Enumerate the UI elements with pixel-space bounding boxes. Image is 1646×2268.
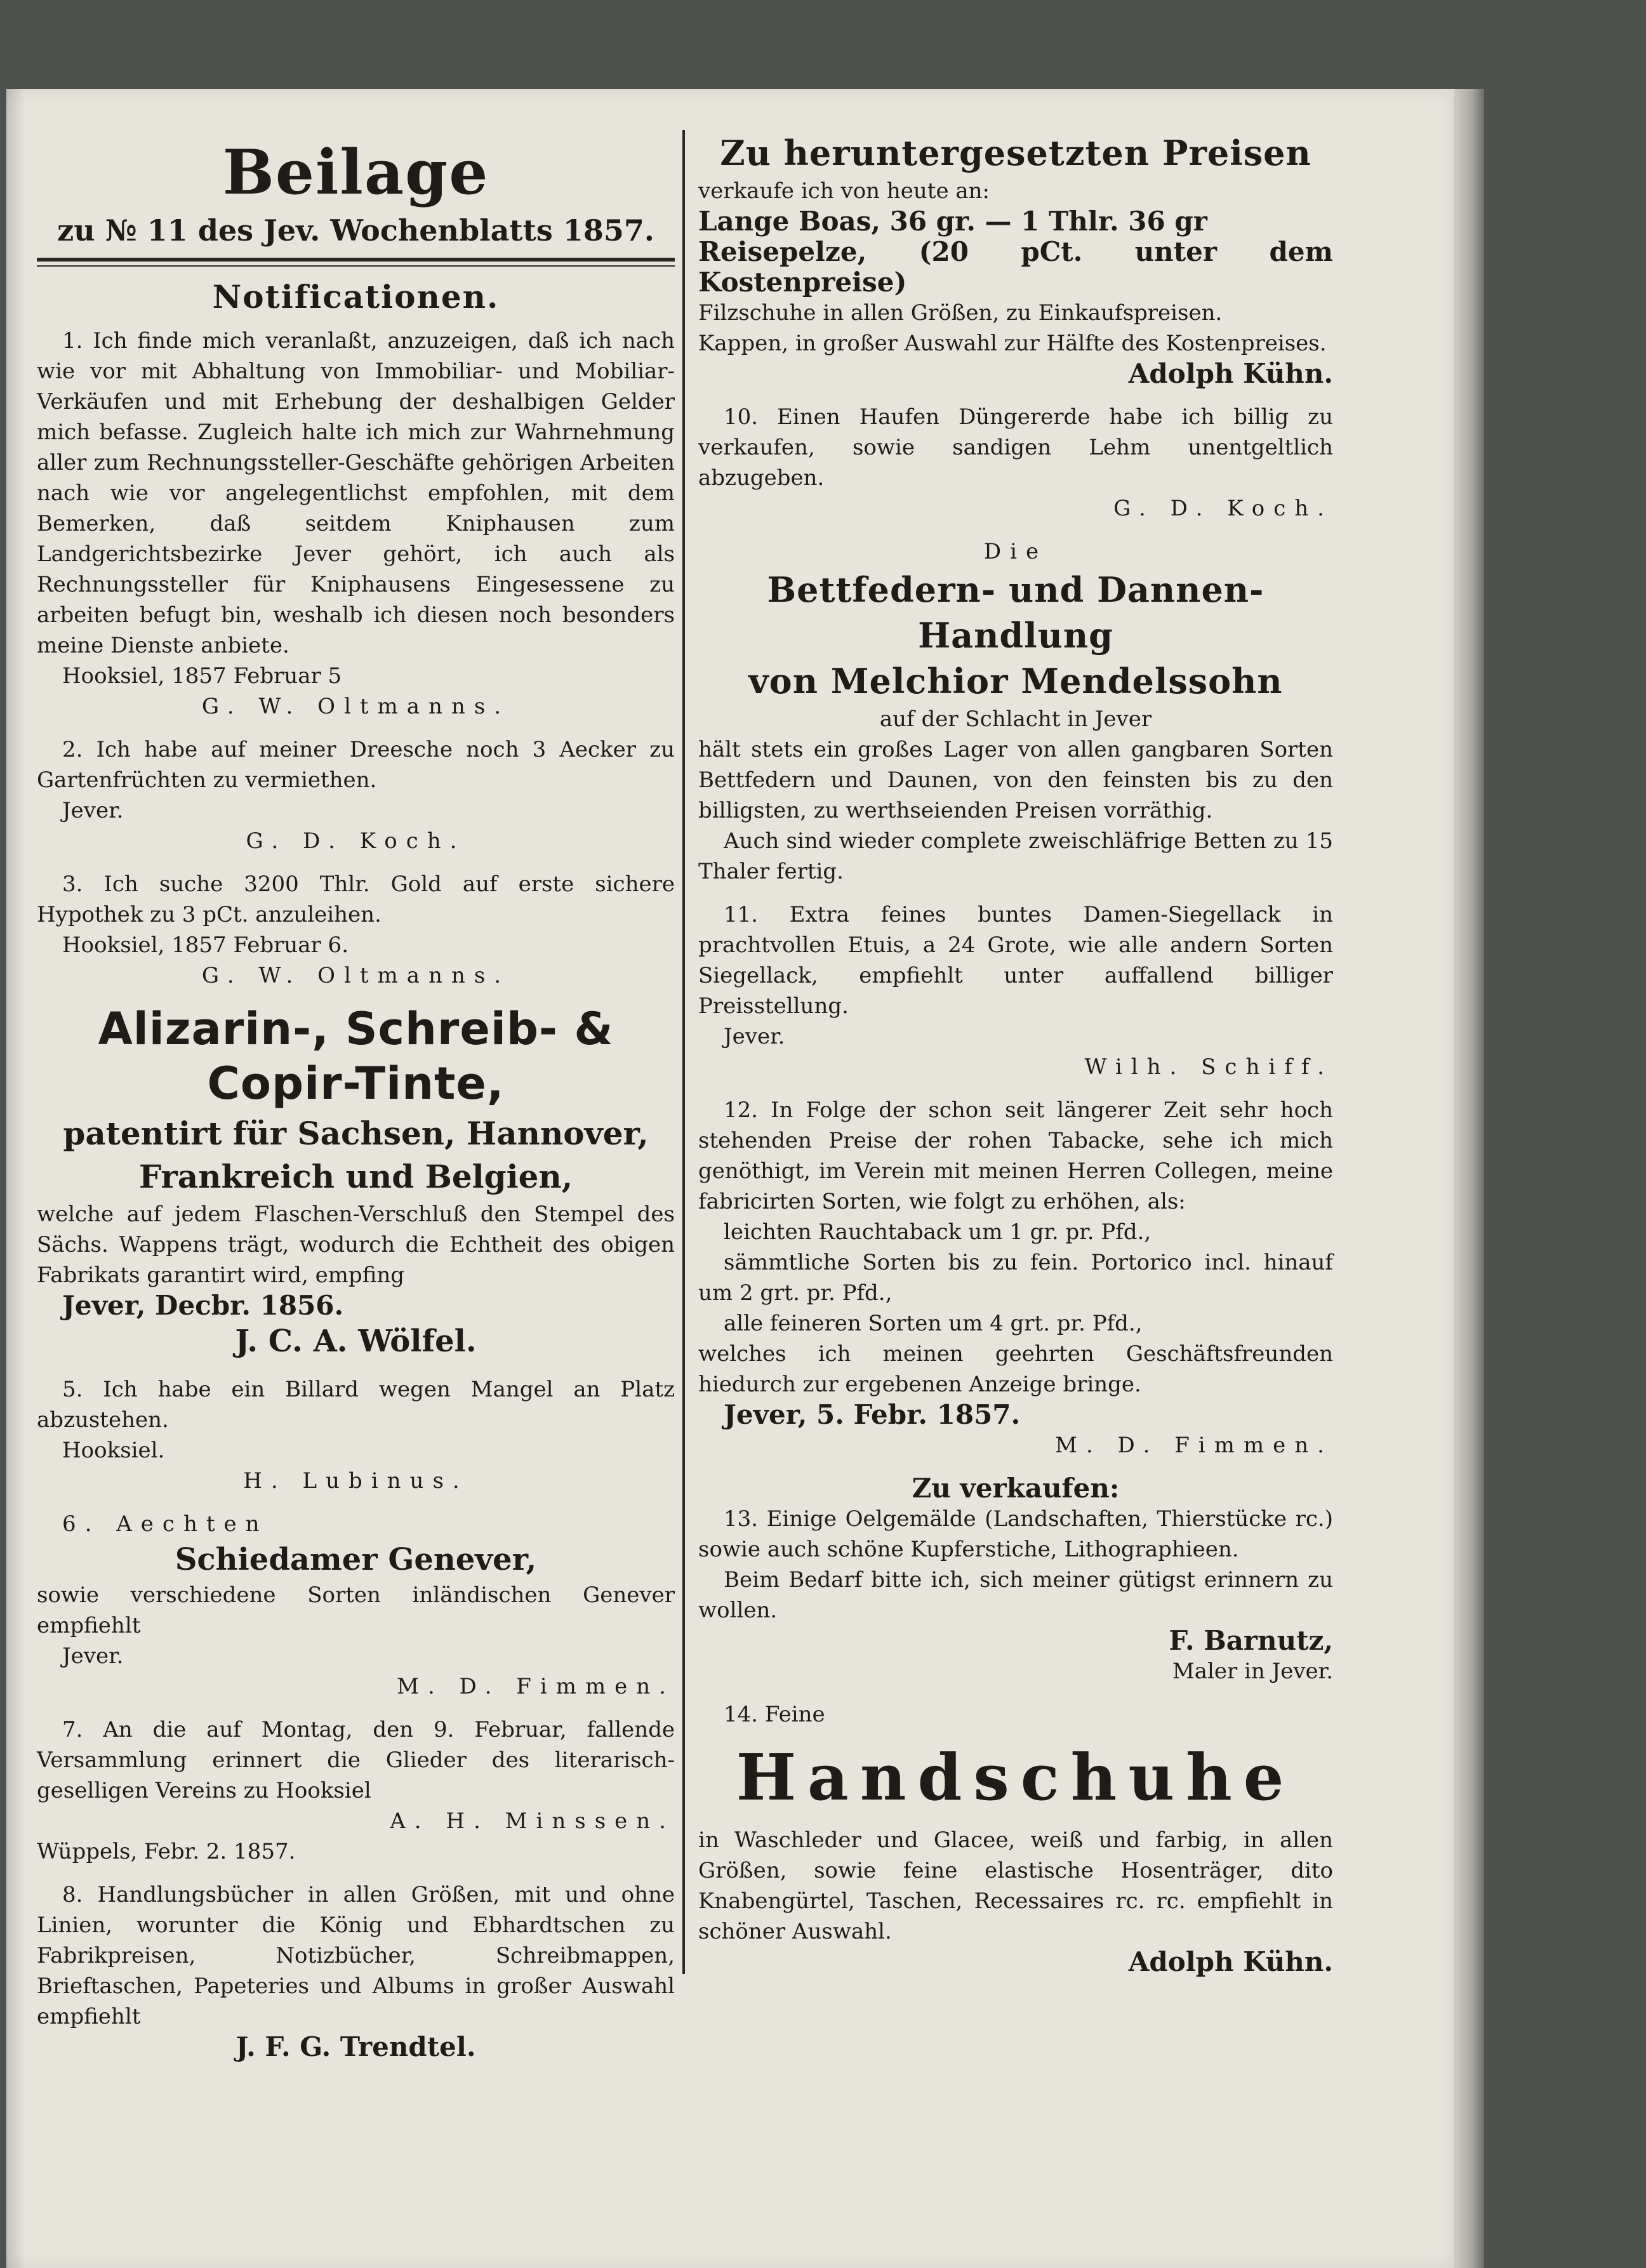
ad-tinte-line2: Copir-Tinte, — [207, 1058, 505, 1110]
notice-2-signature: G. D. Koch. — [246, 828, 466, 854]
notice-2-text: 2. Ich habe auf meiner Dreesche noch 3 Aecker zu Gartenfrüchten zu vermiethen. — [37, 737, 675, 793]
ad-bettfedern-line2: von Melchior Mendelssohn — [748, 661, 1283, 701]
ad-tinte-line4: Frankreich und Belgien, — [138, 1158, 573, 1195]
ad-bettfedern-line3: auf der Schlacht in Jever — [879, 706, 1152, 732]
notice-1-signature: G. W. Oltmanns. — [201, 694, 510, 719]
notice-11 — [698, 899, 1333, 1082]
ad-tinte — [37, 1004, 675, 1362]
notice-6-heading: 6. Aechten — [62, 1511, 269, 1537]
notice-14-heading: 14. Feine — [724, 1702, 825, 1727]
notice-3-place-date: Hooksiel, 1857 Februar 6. — [62, 932, 348, 958]
notice-5-signature: H. Lubinus. — [243, 1468, 468, 1494]
masthead-rule-thick — [37, 258, 675, 262]
section-title: Notificationen. — [212, 278, 500, 315]
notice-9-intro: verkaufe ich von heute an: — [698, 178, 990, 204]
notice-3 — [37, 869, 675, 991]
notice-7 — [37, 1714, 675, 1867]
left-column — [37, 130, 675, 2062]
notice-8-signature: J. F. G. Trendtel. — [236, 2031, 476, 2062]
notice-13 — [698, 1473, 1333, 1687]
ad-bettfedern — [698, 536, 1333, 887]
notice-12-item3: alle feineren Sorten um 4 grt. pr. Pfd., — [724, 1311, 1143, 1336]
notice-13-text2: Beim Bedarf bitte ich, sich meiner gütigst erinnern zu wollen. — [698, 1567, 1333, 1623]
ad-bettfedern-text2: Auch sind wieder complete zweischläfrige Betten zu 15 Thaler fertig. — [698, 828, 1333, 884]
notice-13-text: 13. Einige Oelgemälde (Landschaften, Thierstücke rc.) sowie auch schöne Kupferstiche, Lithographieen. — [698, 1506, 1333, 1562]
notice-10 — [698, 402, 1333, 524]
notice-12-text2: welches ich meinen geehrten Geschäftsfreunden hiedurch zur ergebenen Anzeige bringe. — [698, 1341, 1333, 1397]
ad-bettfedern-die: Die — [983, 539, 1048, 564]
masthead-subtitle: zu № 11 des Jev. Wochenblatts 1857. — [57, 213, 654, 248]
notice-12-item2: sämmtliche Sorten bis zu fein. Portorico incl. hinauf um 2 grt. pr. Pfd., — [698, 1250, 1333, 1306]
notice-12-place-date: Jever, 5. Febr. 1857. — [724, 1399, 1021, 1430]
notice-9-line1: Lange Boas, 36 gr. — 1 Thlr. 36 gr — [698, 206, 1207, 237]
notice-9-line2: Reisepelze, (20 pCt. unter dem Kostenpreise) — [698, 236, 1333, 298]
notice-3-text: 3. Ich suche 3200 Thlr. Gold auf erste sichere Hypothek zu 3 pCt. anzuleihen. — [37, 872, 675, 927]
notice-13-signature-sub: Maler in Jever. — [1172, 1659, 1333, 1684]
notice-13-heading: Zu verkaufen: — [912, 1473, 1120, 1504]
notice-3-signature: G. W. Oltmanns. — [201, 963, 510, 988]
ad-tinte-line1: Alizarin-, Schreib- & — [98, 1003, 614, 1055]
notice-7-place-date: Wüppels, Febr. 2. 1857. — [37, 1839, 296, 1864]
column-divider — [682, 130, 685, 1974]
notice-9-line3: Filzschuhe in allen Größen, zu Einkaufspreisen. — [698, 300, 1223, 326]
binding-shadow — [6, 89, 25, 2268]
notice-9-headline: Zu heruntergesetzten Preisen — [720, 133, 1311, 173]
notice-2-place: Jever. — [62, 798, 124, 823]
ad-bettfedern-line1: Bettfedern- und Dannen-Handlung — [767, 569, 1264, 656]
ad-tinte-line3: patentirt für Sachsen, Hannover, — [63, 1115, 649, 1152]
notice-11-place: Jever. — [724, 1024, 785, 1049]
notice-5 — [37, 1374, 675, 1496]
notice-12 — [698, 1095, 1333, 1461]
notice-12-text: 12. In Folge der schon seit längerer Zeit sehr hoch stehenden Preise der rohen Tabacke, sehe ich mich genöthigt, im Verein mit meinen Herren Collegen, meine fabricirten Sorten, wie folgt zu erhöhen, als: — [698, 1098, 1333, 1214]
notice-6 — [37, 1509, 675, 1702]
notice-12-item1: leichten Rauchtaback um 1 gr. pr. Pfd., — [724, 1219, 1152, 1245]
notice-12-signature: M. D. Fimmen. — [1055, 1433, 1333, 1458]
notice-14-text: in Waschleder und Glacee, weiß und farbig, in allen Größen, sowie feine elastische Hosenträger, dito Knabengürtel, Taschen, Recessaires rc. rc. empfiehlt in schöner Auswahl. — [698, 1827, 1333, 1944]
ad-tinte-place-date: Jever, Decbr. 1856. — [62, 1290, 344, 1321]
notice-6-text: sowie verschiedene Sorten inländischen Genever empfiehlt — [37, 1582, 675, 1638]
notice-10-text: 10. Einen Haufen Düngererde habe ich billig zu verkaufen, sowie sandigen Lehm unentgeltlich abzugeben. — [698, 404, 1333, 491]
notice-7-text: 7. An die auf Montag, den 9. Februar, fallende Versammlung erinnert die Glieder des literarisch-geselligen Vereins zu Hooksiel — [37, 1717, 675, 1803]
page-edge — [1454, 89, 1484, 2268]
masthead-title: Beilage — [222, 136, 489, 208]
notice-1-place-date: Hooksiel, 1857 Februar 5 — [62, 663, 342, 689]
ad-bettfedern-text: hält stets ein großes Lager von allen gangbaren Sorten Bettfedern und Daunen, von den feinsten bis zu den billigsten, zu werthseienden Preisen vorräthig. — [698, 737, 1333, 823]
notice-6-place: Jever. — [62, 1643, 124, 1669]
right-column — [698, 130, 1333, 2003]
notice-14 — [698, 1699, 1333, 1977]
ad-tinte-signature: J. C. A. Wölfel. — [235, 1323, 477, 1359]
notice-14-product: Handschuhe — [736, 1740, 1296, 1815]
notice-9-signature: Adolph Kühn. — [1128, 358, 1333, 389]
notice-11-signature: Wilh. Schiff. — [1084, 1054, 1333, 1080]
masthead-rule-thin — [37, 265, 675, 267]
notice-11-text: 11. Extra feines buntes Damen-Siegellack in prachtvollen Etuis, a 24 Grote, wie alle andern Sorten Siegellack, empfiehlt unter auffallend billiger Preisstellung. — [698, 902, 1333, 1019]
notice-6-signature: M. D. Fimmen. — [397, 1674, 675, 1699]
notice-13-signature: F. Barnutz, — [1169, 1625, 1333, 1656]
notice-6-product: Schiedamer Genever, — [175, 1542, 537, 1577]
notice-9 — [698, 130, 1333, 389]
ad-tinte-text: welche auf jedem Flaschen-Verschluß den Stempel des Sächs. Wappens trägt, wodurch die Echtheit des obigen Fabrikats garantirt wird, empfing — [37, 1202, 675, 1288]
notice-8 — [37, 1880, 675, 2062]
notice-1 — [37, 326, 675, 722]
notice-2 — [37, 734, 675, 856]
notice-5-place: Hooksiel. — [62, 1438, 165, 1463]
notice-10-signature: G. D. Koch. — [1113, 496, 1333, 521]
notice-5-text: 5. Ich habe ein Billard wegen Mangel an Platz abzustehen. — [37, 1377, 675, 1433]
notice-7-signature: A. H. Minssen. — [390, 1808, 675, 1834]
notice-9-line4: Kappen, in großer Auswahl zur Hälfte des Kostenpreises. — [698, 331, 1327, 356]
notice-1-text: 1. Ich finde mich veranlaßt, anzuzeigen, daß ich nach wie vor mit Abhaltung von Immobiliar- und Mobiliar-Verkäufen und mit Erhebung der deshalbigen Gelder mich befasse. Zugleich halte ich mich zur Wahrnehmung aller zum Rechnungssteller-Geschäfte gehörigen Arbeiten nach wie vor angelegentlichst empfohlen, mit dem Bemerken, daß seitdem Kniphausen zum Landgerichtsbezirke Jever gehört, ich auch als Rechnungssteller für Kniphausens Eingesessene zu arbeiten befugt bin, weshalb ich diesen noch besonders meine Dienste anbiete. — [37, 328, 675, 658]
notice-14-signature: Adolph Kühn. — [1128, 1946, 1333, 1977]
notice-8-text: 8. Handlungsbücher in allen Größen, mit und ohne Linien, worunter die König und Ebhardtschen zu Fabrikpreisen, Notizbücher, Schreibmappen, Brieftaschen, Papeteries und Albums in großer Auswahl empfiehlt — [37, 1882, 675, 2029]
